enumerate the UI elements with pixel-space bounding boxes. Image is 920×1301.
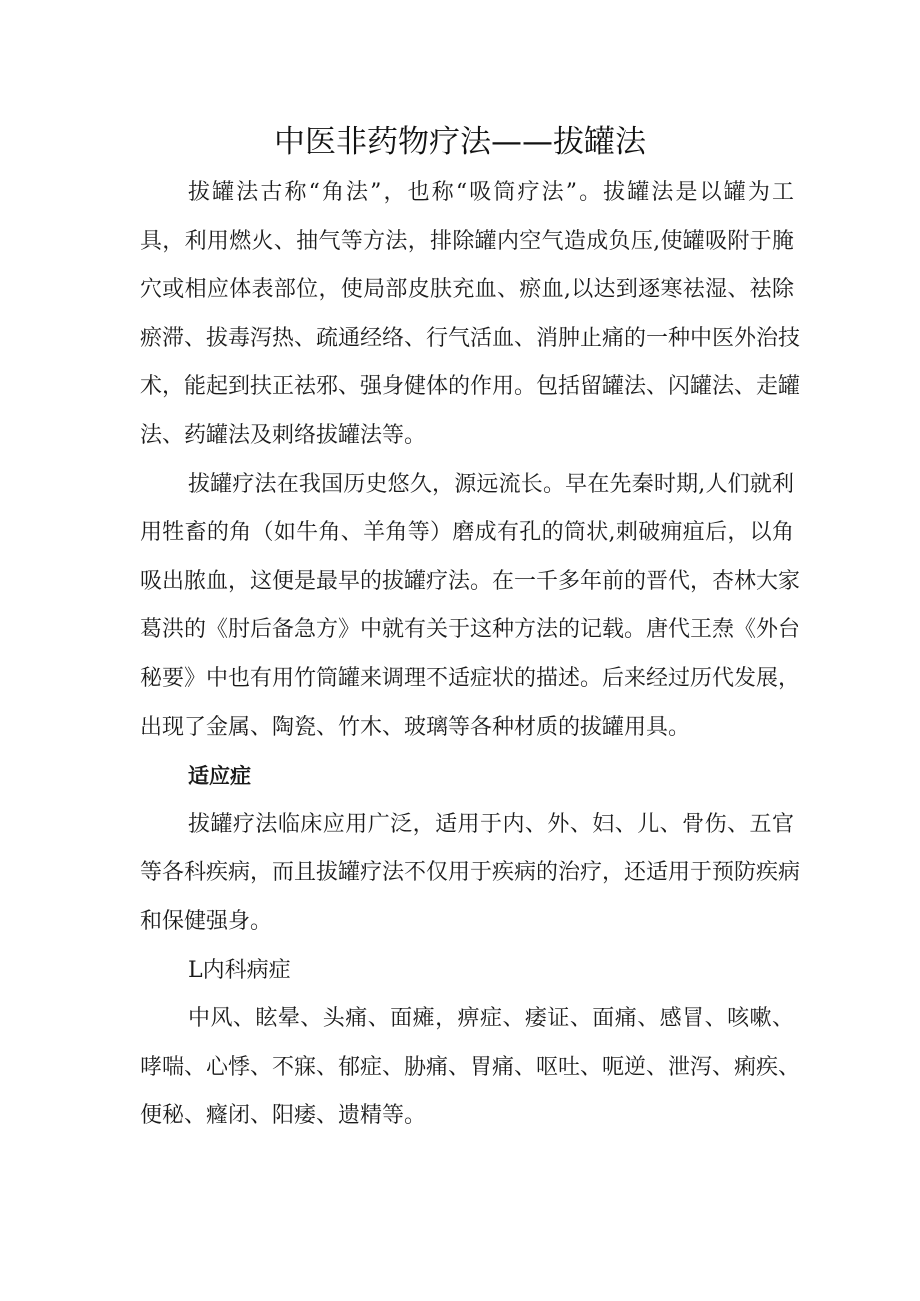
text-line: 瘀滞、拔毒泻热、疏通经络、行气活血、消肿止痛的一种中医外治技 [140, 325, 801, 351]
text-line: 哮喘、心悸、不寐、郁症、胁痛、胃痛、呕吐、呃逆、泄泻、痢疾、 [140, 1054, 801, 1080]
internal-heading: L内科病症 [188, 957, 291, 983]
indications-paragraph [140, 801, 801, 947]
text-line: 等各科疾病，而且拔罐疗法不仅用于疾病的治疗，还适用于预防疾病 [140, 860, 801, 886]
text-line: 和保健强身。 [140, 908, 273, 934]
indications-heading: 适应症 [188, 764, 251, 789]
document-body [140, 169, 801, 1141]
text-line: 拔罐疗法临床应用广泛，适用于内、外、妇、儿、骨伤、五官 [188, 811, 794, 837]
text-line: 便秘、癃闭、阳痿、遗精等。 [140, 1103, 427, 1129]
internal-paragraph [140, 995, 801, 1141]
text-line: 术，能起到扶正祛邪、强身健体的作用。包括留罐法、闪罐法、走罐 [140, 374, 801, 400]
text-line: 具，利用燃火、抽气等方法，排除罐内空气造成负压,使罐吸附于腌 [140, 228, 794, 254]
document-title: 中医非药物疗法——拔罐法 [274, 124, 646, 160]
text-line: 葛洪的《肘后备急方》中就有关于这种方法的记载。唐代王焘《外台 [140, 617, 801, 643]
text-line: 法、药罐法及刺络拔罐法等。 [140, 422, 427, 448]
text-line: 秘要》中也有用竹筒罐来调理不适症状的描述。后来经过历代发展， [140, 665, 801, 691]
text-line: 拔罐法古称“角法”，也称“吸筒疗法”。拔罐法是以罐为工 [188, 180, 794, 205]
intro-paragraph [140, 169, 801, 461]
text-line: 用牲畜的角（如牛角、羊角等）磨成有孔的筒状,刺破痈疽后，以角 [140, 520, 794, 546]
history-paragraph [140, 461, 801, 753]
text-line: 出现了金属、陶瓷、竹木、玻璃等各种材质的拔罐用具。 [140, 714, 691, 740]
text-line: 穴或相应体表部位，使局部皮肤充血、瘀血,以达到逐寒祛湿、祛除 [140, 277, 794, 303]
text-line: 拔罐疗法在我国历史悠久，源远流长。早在先秦时期,人们就利 [188, 471, 794, 497]
text-line: 吸出脓血，这便是最早的拔罐疗法。在一千多年前的晋代，杏林大家 [140, 568, 801, 594]
text-line: 中风、眩晕、头痛、面瘫，痹症、痿证、面痛、感冒、咳嗽、 [188, 1006, 794, 1032]
